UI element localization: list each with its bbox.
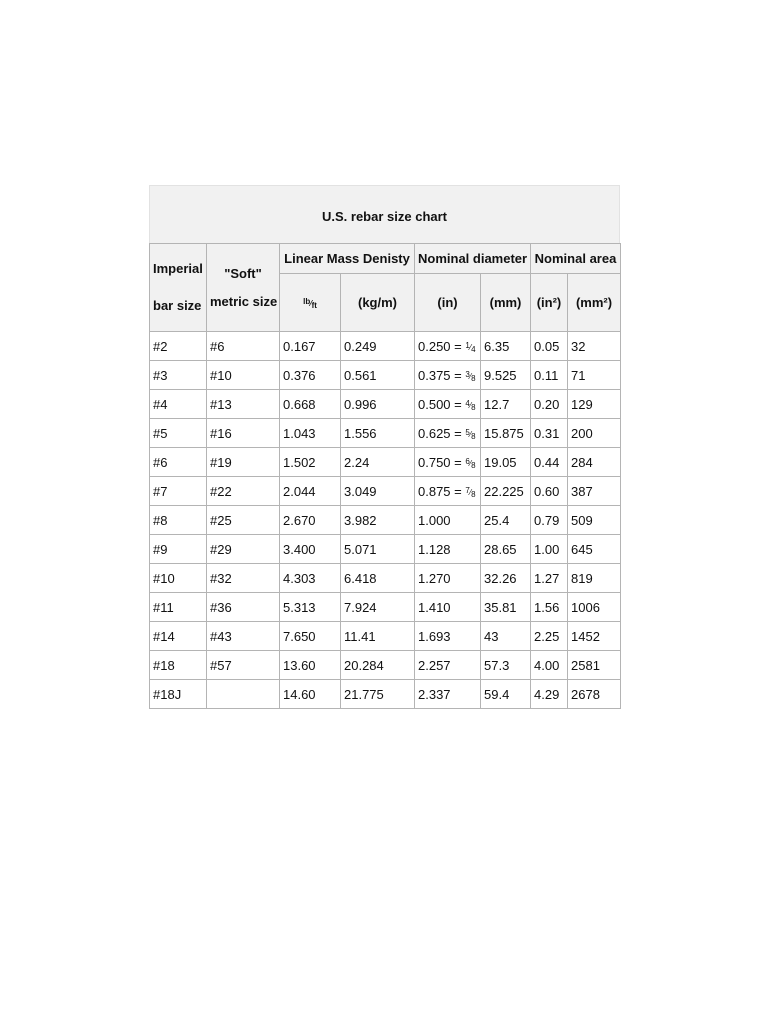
cell-area-mm2: 71 [568, 361, 621, 390]
cell-kg-per-m: 20.284 [341, 651, 415, 680]
cell-diameter-in: 0.375 = 3⁄8 [415, 361, 481, 390]
table-row [150, 390, 621, 419]
cell-kg-per-m: 0.249 [341, 332, 415, 361]
cell-metric: #43 [207, 622, 280, 651]
cell-area-mm2: 129 [568, 390, 621, 419]
cell-area-in2: 0.31 [531, 419, 568, 448]
cell-diameter-in: 1.270 [415, 564, 481, 593]
cell-area-in2: 1.27 [531, 564, 568, 593]
table-row [150, 651, 621, 680]
header-unit-lb-per-ft: lb⁄ft [280, 274, 341, 332]
cell-area-in2: 1.56 [531, 593, 568, 622]
cell-diameter-in: 2.337 [415, 680, 481, 709]
cell-lb-per-ft: 1.502 [280, 448, 341, 477]
rebar-size-chart [149, 185, 620, 709]
cell-imperial: #9 [150, 535, 207, 564]
cell-lb-per-ft: 13.60 [280, 651, 341, 680]
header-nominal-area: Nominal area [531, 244, 621, 274]
cell-diameter-mm: 6.35 [481, 332, 531, 361]
cell-diameter-mm: 12.7 [481, 390, 531, 419]
cell-metric: #32 [207, 564, 280, 593]
cell-metric: #13 [207, 390, 280, 419]
cell-diameter-mm: 9.525 [481, 361, 531, 390]
cell-imperial: #7 [150, 477, 207, 506]
cell-metric [207, 680, 280, 709]
header-row-groups [150, 244, 621, 274]
fraction: 3⁄8 [465, 369, 476, 383]
cell-imperial: #4 [150, 390, 207, 419]
cell-area-mm2: 509 [568, 506, 621, 535]
cell-kg-per-m: 0.561 [341, 361, 415, 390]
cell-kg-per-m: 21.775 [341, 680, 415, 709]
cell-diameter-mm: 43 [481, 622, 531, 651]
table-row [150, 593, 621, 622]
table-row [150, 622, 621, 651]
cell-area-in2: 2.25 [531, 622, 568, 651]
table-row [150, 477, 621, 506]
cell-imperial: #10 [150, 564, 207, 593]
cell-area-in2: 1.00 [531, 535, 568, 564]
table-row [150, 680, 621, 709]
cell-kg-per-m: 5.071 [341, 535, 415, 564]
cell-area-in2: 0.05 [531, 332, 568, 361]
cell-kg-per-m: 1.556 [341, 419, 415, 448]
table-title: U.S. rebar size chart [322, 209, 447, 224]
cell-lb-per-ft: 4.303 [280, 564, 341, 593]
cell-diameter-mm: 59.4 [481, 680, 531, 709]
table-row [150, 419, 621, 448]
table-row [150, 564, 621, 593]
cell-kg-per-m: 3.982 [341, 506, 415, 535]
table-row [150, 506, 621, 535]
table-row [150, 535, 621, 564]
header-linear-mass-density: Linear Mass Denisty [280, 244, 415, 274]
table-row [150, 448, 621, 477]
cell-diameter-mm: 22.225 [481, 477, 531, 506]
cell-area-mm2: 2581 [568, 651, 621, 680]
cell-imperial: #6 [150, 448, 207, 477]
cell-kg-per-m: 6.418 [341, 564, 415, 593]
cell-diameter-in: 1.128 [415, 535, 481, 564]
cell-metric: #25 [207, 506, 280, 535]
cell-lb-per-ft: 0.376 [280, 361, 341, 390]
cell-diameter-mm: 15.875 [481, 419, 531, 448]
fraction: 7⁄8 [465, 485, 476, 499]
cell-metric: #6 [207, 332, 280, 361]
cell-imperial: #5 [150, 419, 207, 448]
fraction: 5⁄8 [465, 427, 476, 441]
cell-diameter-mm: 57.3 [481, 651, 531, 680]
cell-imperial: #2 [150, 332, 207, 361]
cell-area-in2: 0.60 [531, 477, 568, 506]
cell-lb-per-ft: 7.650 [280, 622, 341, 651]
cell-imperial: #14 [150, 622, 207, 651]
cell-metric: #19 [207, 448, 280, 477]
cell-area-in2: 4.00 [531, 651, 568, 680]
cell-area-in2: 4.29 [531, 680, 568, 709]
fraction: 1⁄4 [465, 340, 476, 354]
cell-diameter-in: 1.693 [415, 622, 481, 651]
fraction: 4⁄8 [465, 398, 476, 412]
cell-area-mm2: 32 [568, 332, 621, 361]
cell-diameter-in: 0.875 = 7⁄8 [415, 477, 481, 506]
header-imperial-bar-size: Imperial bar size [150, 244, 207, 332]
cell-metric: #22 [207, 477, 280, 506]
header-unit-in2: (in²) [531, 274, 568, 332]
cell-imperial: #18J [150, 680, 207, 709]
cell-imperial: #18 [150, 651, 207, 680]
cell-metric: #36 [207, 593, 280, 622]
cell-lb-per-ft: 2.044 [280, 477, 341, 506]
cell-kg-per-m: 11.41 [341, 622, 415, 651]
cell-diameter-mm: 28.65 [481, 535, 531, 564]
cell-diameter-mm: 25.4 [481, 506, 531, 535]
header-unit-in: (in) [415, 274, 481, 332]
cell-metric: #10 [207, 361, 280, 390]
cell-diameter-in: 0.500 = 4⁄8 [415, 390, 481, 419]
cell-area-mm2: 2678 [568, 680, 621, 709]
cell-diameter-in: 2.257 [415, 651, 481, 680]
cell-diameter-mm: 19.05 [481, 448, 531, 477]
cell-imperial: #8 [150, 506, 207, 535]
header-nominal-diameter: Nominal diameter [415, 244, 531, 274]
cell-lb-per-ft: 5.313 [280, 593, 341, 622]
header-unit-kg-per-m: (kg/m) [341, 274, 415, 332]
cell-diameter-in: 1.410 [415, 593, 481, 622]
cell-kg-per-m: 2.24 [341, 448, 415, 477]
table-caption [149, 185, 620, 243]
cell-area-in2: 0.11 [531, 361, 568, 390]
cell-lb-per-ft: 14.60 [280, 680, 341, 709]
header-soft-metric-size: "Soft" metric size [207, 244, 280, 332]
cell-diameter-in: 1.000 [415, 506, 481, 535]
cell-metric: #29 [207, 535, 280, 564]
cell-area-mm2: 1006 [568, 593, 621, 622]
cell-diameter-mm: 32.26 [481, 564, 531, 593]
cell-metric: #16 [207, 419, 280, 448]
cell-area-mm2: 819 [568, 564, 621, 593]
cell-area-mm2: 387 [568, 477, 621, 506]
cell-imperial: #11 [150, 593, 207, 622]
cell-diameter-in: 0.625 = 5⁄8 [415, 419, 481, 448]
cell-area-in2: 0.44 [531, 448, 568, 477]
cell-lb-per-ft: 2.670 [280, 506, 341, 535]
cell-kg-per-m: 7.924 [341, 593, 415, 622]
cell-area-mm2: 284 [568, 448, 621, 477]
fraction: 6⁄8 [465, 456, 476, 470]
table-row [150, 361, 621, 390]
cell-area-mm2: 645 [568, 535, 621, 564]
cell-lb-per-ft: 3.400 [280, 535, 341, 564]
cell-metric: #57 [207, 651, 280, 680]
cell-diameter-in: 0.250 = 1⁄4 [415, 332, 481, 361]
header-unit-mm: (mm) [481, 274, 531, 332]
cell-area-in2: 0.79 [531, 506, 568, 535]
cell-kg-per-m: 0.996 [341, 390, 415, 419]
cell-lb-per-ft: 1.043 [280, 419, 341, 448]
cell-lb-per-ft: 0.668 [280, 390, 341, 419]
table-body [150, 332, 621, 709]
cell-kg-per-m: 3.049 [341, 477, 415, 506]
cell-diameter-in: 0.750 = 6⁄8 [415, 448, 481, 477]
table-row [150, 332, 621, 361]
cell-diameter-mm: 35.81 [481, 593, 531, 622]
cell-imperial: #3 [150, 361, 207, 390]
rebar-table [149, 243, 621, 709]
header-unit-mm2: (mm²) [568, 274, 621, 332]
cell-lb-per-ft: 0.167 [280, 332, 341, 361]
cell-area-mm2: 200 [568, 419, 621, 448]
cell-area-in2: 0.20 [531, 390, 568, 419]
cell-area-mm2: 1452 [568, 622, 621, 651]
